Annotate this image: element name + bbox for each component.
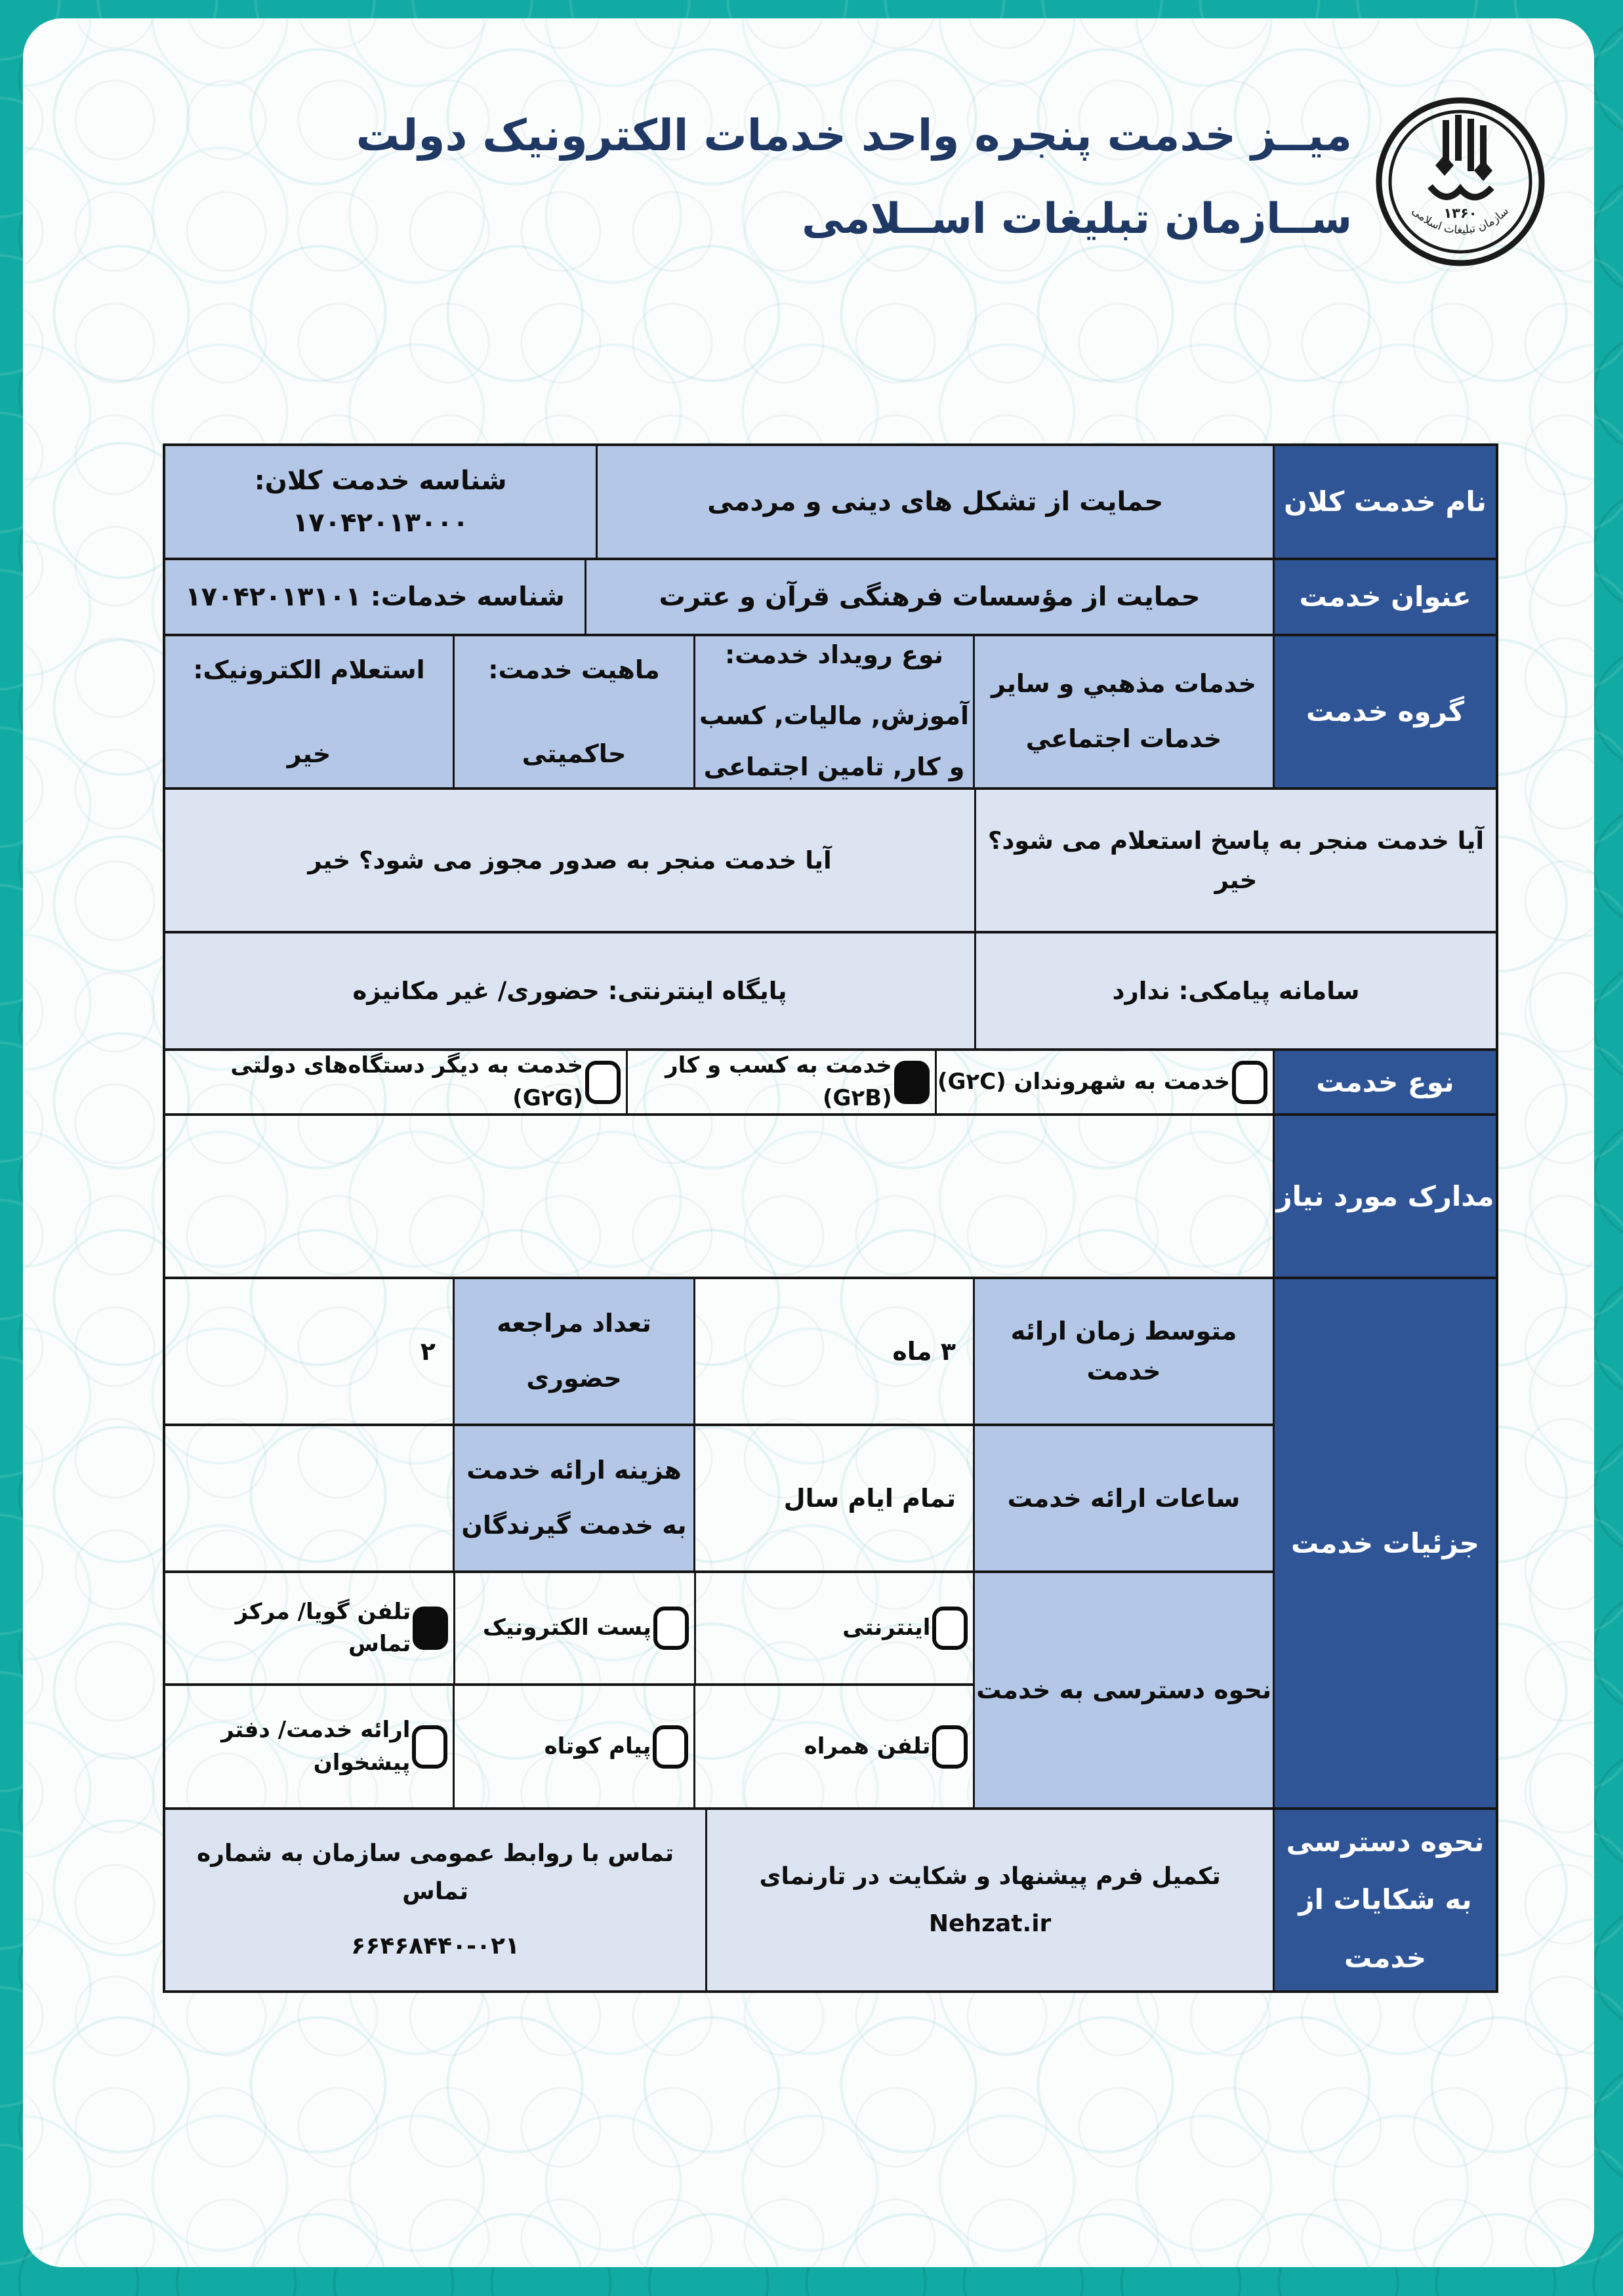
svg-text:سازمان تبلیغات اسلامی: سازمان تبلیغات اسلامی xyxy=(1409,204,1511,237)
access-methods-block xyxy=(165,1573,1273,1807)
access-methods-grid xyxy=(165,1573,973,1807)
service-nature-label: ماهیت خدمت: xyxy=(488,655,660,684)
checkbox-g2b[interactable] xyxy=(894,1061,930,1104)
internet-option xyxy=(842,1607,968,1650)
title-line-1: میــز خدمت پنجره واحد خدمات الکترونیک دولت xyxy=(356,110,1352,161)
access-callcenter-cell xyxy=(165,1573,453,1683)
row-service-title xyxy=(165,560,1496,636)
service-type-g2c-cell xyxy=(935,1051,1273,1113)
email-option xyxy=(483,1607,689,1650)
access-row-1 xyxy=(165,1573,973,1686)
service-cost-label: هزینه ارائه خدمت به خدمت گیرندگان xyxy=(453,1426,693,1570)
service-hours-value: تمام ایام سال xyxy=(693,1426,973,1570)
access-internet-cell xyxy=(694,1573,974,1683)
service-nature-value: حاکمیتی xyxy=(522,739,627,768)
access-methods-label: نحوه دسترسی به خدمت xyxy=(973,1573,1273,1807)
g2c-label: خدمت به شهروندان (G۲C) xyxy=(937,1068,1230,1095)
service-title-name: حمایت از مؤسسات فرهنگی قرآن و عترت xyxy=(585,560,1273,634)
event-type-label: نوع رویداد خدمت: xyxy=(724,640,944,670)
page-title xyxy=(356,110,1352,243)
documents-header: مدارک مورد نیاز xyxy=(1273,1116,1496,1277)
service-event-type-cell xyxy=(693,636,973,787)
mobile-label: تلفن همراه xyxy=(804,1732,931,1759)
access-row-2 xyxy=(165,1686,973,1807)
website-cell: پایگاه اینترنتی: حضوری/ غیر مکانیزه xyxy=(165,933,974,1048)
macro-service-header: نام خدمت کلان xyxy=(1273,446,1496,558)
title-line-2: ســازمان تبلیغات اســلامی xyxy=(802,195,1352,243)
service-group-header: گروه خدمت xyxy=(1273,636,1496,787)
access-counter-cell xyxy=(165,1686,453,1807)
complaints-header: نحوه دسترسی به شکایات از خدمت xyxy=(1273,1810,1496,1990)
license-answer-cell: آیا خدمت منجر به صدور مجوز می شود؟ خیر xyxy=(165,790,974,931)
service-group-category: خدمات مذهبي و ساير خدمات اجتماعي xyxy=(973,636,1273,787)
g2b-option xyxy=(628,1050,930,1115)
inquiry-answer-cell: آیا خدمت منجر به پاسخ استعلام می شود؟ خیر xyxy=(974,790,1496,931)
row-avg-time xyxy=(165,1279,1273,1426)
service-details-section xyxy=(165,1279,1496,1810)
access-mobile-cell xyxy=(693,1686,973,1807)
electronic-inquiry-label: استعلام الکترونیک: xyxy=(193,655,425,684)
row-service-type xyxy=(165,1051,1496,1116)
checkbox-counter[interactable] xyxy=(412,1725,447,1769)
g2b-label: خدمت به کسب و کار (G۲B) xyxy=(665,1052,892,1111)
checkbox-internet[interactable] xyxy=(932,1607,968,1650)
g2c-option xyxy=(937,1061,1267,1104)
checkbox-call-center[interactable] xyxy=(413,1607,448,1650)
counter-label: ارائه خدمت/ دفتر پیشخوان xyxy=(221,1717,411,1776)
complaint-phone-cell xyxy=(165,1810,705,1990)
row-complaints xyxy=(165,1810,1496,1990)
organization-logo-icon xyxy=(1372,89,1548,274)
email-label: پست الکترونیک xyxy=(482,1614,651,1641)
visit-count-label: تعداد مراجعه حضوری xyxy=(453,1279,693,1424)
checkbox-g2g[interactable] xyxy=(585,1061,621,1104)
row-macro-service xyxy=(165,446,1496,560)
svg-text:۱۳۶۰: ۱۳۶۰ xyxy=(1443,205,1477,221)
checkbox-mobile[interactable] xyxy=(932,1725,968,1769)
service-cost-value xyxy=(165,1426,453,1570)
row-service-group xyxy=(165,636,1496,790)
checkbox-sms[interactable] xyxy=(653,1725,688,1769)
macro-service-name: حمایت از تشکل های دینی و مردمی xyxy=(596,446,1273,558)
avg-time-value: ۳ ماه xyxy=(693,1279,973,1424)
complaint-phone-number: ۶۶۴۶۸۴۴۰-۰۲۱ xyxy=(351,1933,520,1960)
access-email-cell xyxy=(453,1573,694,1683)
service-type-g2g-cell xyxy=(165,1051,626,1113)
service-details-header: جزئیات خدمت xyxy=(1273,1279,1496,1807)
service-hours-label: ساعات ارائه خدمت xyxy=(973,1426,1273,1570)
access-sms-cell xyxy=(453,1686,693,1807)
sms-label: پیام کوتاه xyxy=(544,1732,651,1759)
service-details-body xyxy=(165,1279,1273,1807)
service-nature-cell xyxy=(453,636,693,787)
complaint-phone-text: تماس با روابط عمومی سازمان به شماره تماس xyxy=(197,1840,674,1905)
service-type-header: نوع خدمت xyxy=(1273,1051,1496,1113)
row-service-hours xyxy=(165,1426,1273,1573)
counter-option xyxy=(213,1714,447,1779)
internet-label: اینترنتی xyxy=(842,1614,931,1641)
service-type-g2b-cell xyxy=(626,1051,935,1113)
electronic-inquiry-cell xyxy=(165,636,453,787)
avg-time-label: متوسط زمان ارائه خدمت xyxy=(973,1279,1273,1424)
callcenter-option xyxy=(165,1596,448,1661)
event-type-value: آموزش, مالیات, کسب و کار, تامین اجتماعی xyxy=(699,701,970,782)
mobile-option xyxy=(804,1725,968,1769)
callcenter-label: تلفن گویا/ مرکز تماس xyxy=(235,1598,411,1657)
checkbox-g2c[interactable] xyxy=(1232,1061,1267,1104)
g2g-label: خدمت به دیگر دستگاه‌های دولتی (G۲G) xyxy=(230,1052,583,1111)
macro-service-id: شناسه خدمت کلان: ۱۷۰۴۲۰۱۳۰۰۰ xyxy=(165,446,596,558)
service-title-id: شناسه خدمات: ۱۷۰۴۲۰۱۳۱۰۱ xyxy=(165,560,585,634)
row-inquiry-license xyxy=(165,790,1496,933)
service-table xyxy=(163,443,1498,1993)
sms-option xyxy=(544,1725,689,1769)
checkbox-email[interactable] xyxy=(653,1607,689,1650)
g2g-option xyxy=(165,1050,621,1115)
service-title-header: عنوان خدمت xyxy=(1273,560,1496,634)
visit-count-value: ۲ xyxy=(420,1336,436,1366)
documents-empty-cell xyxy=(165,1116,1273,1277)
electronic-inquiry-value: خیر xyxy=(287,739,331,768)
row-sms-website xyxy=(165,933,1496,1051)
content-panel xyxy=(23,18,1594,2267)
row-documents xyxy=(165,1116,1496,1279)
sms-system-cell: سامانه پیامکی: ندارد xyxy=(974,933,1496,1048)
complaint-online-cell: تکمیل فرم پیشنهاد و شکایت در تارنمای Nehzat.ir xyxy=(705,1810,1273,1990)
